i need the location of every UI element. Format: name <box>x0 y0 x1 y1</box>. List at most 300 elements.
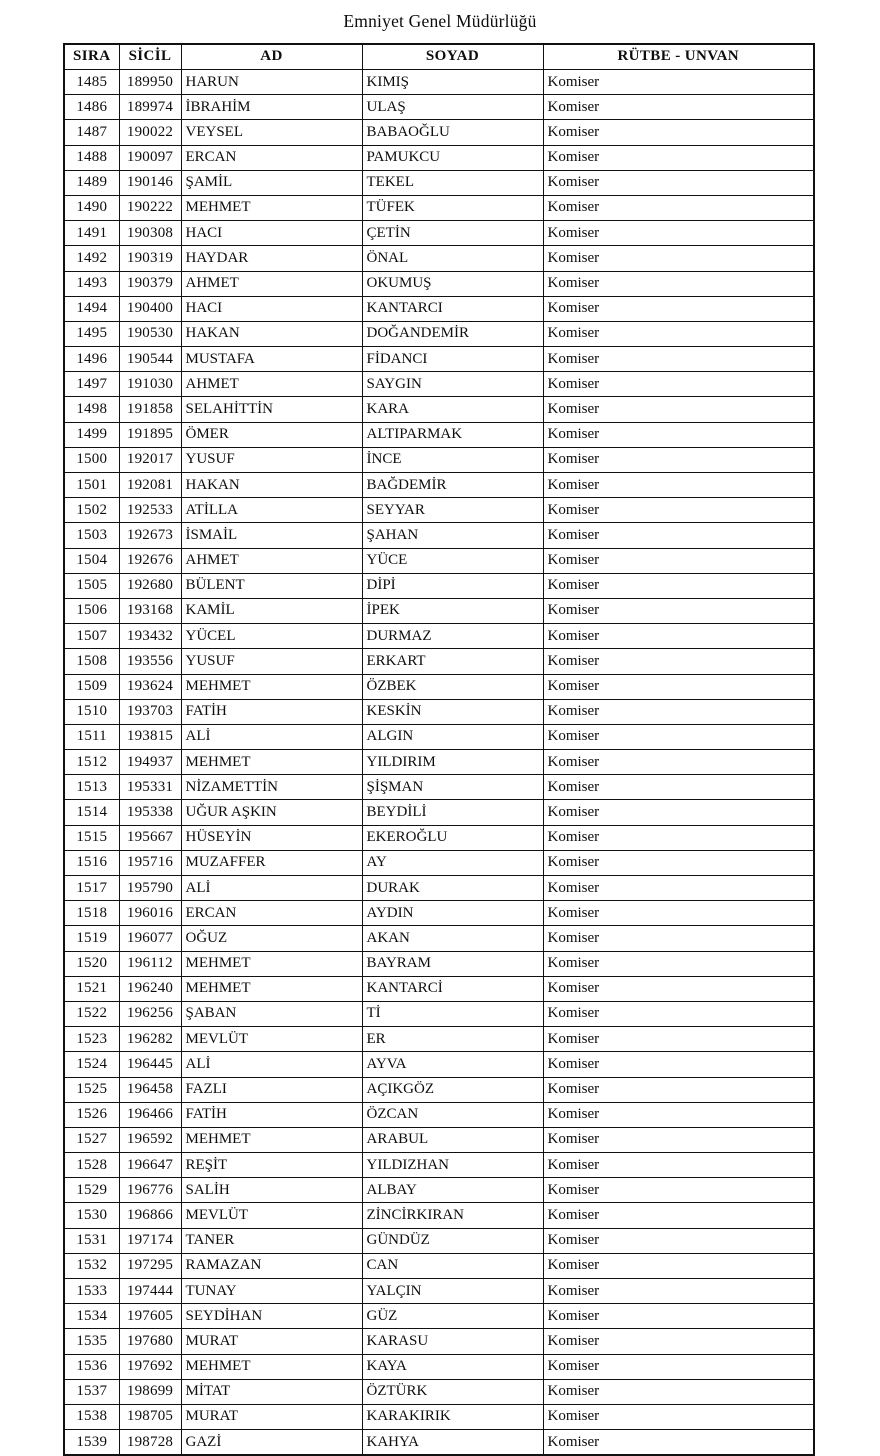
table-row <box>64 573 814 598</box>
cell-soyad: BAĞDEMİR <box>362 473 543 498</box>
roster-table-container <box>63 43 813 1456</box>
cell-sira: 1529 <box>64 1178 119 1203</box>
column-header-rutbe: RÜTBE - UNVAN <box>543 44 814 70</box>
cell-soyad: ZİNCİRKIRAN <box>362 1203 543 1228</box>
cell-sicil: 189974 <box>119 95 181 120</box>
cell-rutbe: Komiser <box>543 951 814 976</box>
cell-rutbe: Komiser <box>543 523 814 548</box>
cell-rutbe: Komiser <box>543 1329 814 1354</box>
cell-rutbe: Komiser <box>543 699 814 724</box>
table-row <box>64 1354 814 1379</box>
cell-rutbe: Komiser <box>543 170 814 195</box>
cell-soyad: AYVA <box>362 1052 543 1077</box>
cell-ad: HARUN <box>181 70 362 95</box>
table-row <box>64 825 814 850</box>
cell-ad: NİZAMETTİN <box>181 775 362 800</box>
cell-soyad: OKUMUŞ <box>362 271 543 296</box>
table-row <box>64 976 814 1001</box>
cell-ad: AHMET <box>181 372 362 397</box>
table-row <box>64 347 814 372</box>
cell-soyad: SAYGIN <box>362 372 543 397</box>
cell-soyad: YILDIRIM <box>362 750 543 775</box>
cell-sicil: 196077 <box>119 926 181 951</box>
table-row <box>64 422 814 447</box>
cell-sicil: 196776 <box>119 1178 181 1203</box>
cell-rutbe: Komiser <box>543 1027 814 1052</box>
cell-sira: 1503 <box>64 523 119 548</box>
cell-sicil: 195790 <box>119 876 181 901</box>
cell-ad: HAKAN <box>181 473 362 498</box>
cell-rutbe: Komiser <box>543 397 814 422</box>
cell-rutbe: Komiser <box>543 800 814 825</box>
cell-sira: 1501 <box>64 473 119 498</box>
table-row <box>64 1102 814 1127</box>
table-row <box>64 447 814 472</box>
table-row <box>64 724 814 749</box>
cell-sicil: 198705 <box>119 1404 181 1429</box>
cell-ad: İSMAİL <box>181 523 362 548</box>
cell-sicil: 191030 <box>119 372 181 397</box>
cell-ad: ÖMER <box>181 422 362 447</box>
cell-sicil: 192017 <box>119 447 181 472</box>
cell-sicil: 189950 <box>119 70 181 95</box>
cell-soyad: KAYA <box>362 1354 543 1379</box>
cell-rutbe: Komiser <box>543 901 814 926</box>
table-row <box>64 1379 814 1404</box>
cell-soyad: KANTARCİ <box>362 976 543 1001</box>
table-row <box>64 1127 814 1152</box>
cell-rutbe: Komiser <box>543 296 814 321</box>
cell-soyad: PAMUKCU <box>362 145 543 170</box>
cell-rutbe: Komiser <box>543 1203 814 1228</box>
cell-ad: SALİH <box>181 1178 362 1203</box>
cell-soyad: KARASU <box>362 1329 543 1354</box>
cell-sira: 1523 <box>64 1027 119 1052</box>
table-row <box>64 699 814 724</box>
cell-soyad: TEKEL <box>362 170 543 195</box>
cell-sira: 1498 <box>64 397 119 422</box>
table-row <box>64 473 814 498</box>
cell-rutbe: Komiser <box>543 372 814 397</box>
cell-sira: 1490 <box>64 195 119 220</box>
table-row <box>64 1153 814 1178</box>
page-title: Emniyet Genel Müdürlüğü <box>343 11 537 31</box>
cell-sira: 1499 <box>64 422 119 447</box>
cell-sira: 1536 <box>64 1354 119 1379</box>
cell-soyad: ŞİŞMAN <box>362 775 543 800</box>
cell-rutbe: Komiser <box>543 1279 814 1304</box>
cell-soyad: ÖZBEK <box>362 674 543 699</box>
cell-sicil: 190400 <box>119 296 181 321</box>
cell-sira: 1532 <box>64 1253 119 1278</box>
cell-soyad: BABAOĞLU <box>362 120 543 145</box>
cell-ad: MİTAT <box>181 1379 362 1404</box>
cell-sira: 1531 <box>64 1228 119 1253</box>
cell-soyad: GÜZ <box>362 1304 543 1329</box>
table-header-row <box>64 44 814 70</box>
cell-sicil: 196647 <box>119 1153 181 1178</box>
cell-sicil: 192680 <box>119 573 181 598</box>
cell-sira: 1489 <box>64 170 119 195</box>
cell-sicil: 197605 <box>119 1304 181 1329</box>
cell-ad: MEHMET <box>181 1127 362 1152</box>
cell-ad: İBRAHİM <box>181 95 362 120</box>
cell-soyad: KAHYA <box>362 1430 543 1456</box>
table-row <box>64 750 814 775</box>
cell-rutbe: Komiser <box>543 70 814 95</box>
cell-sira: 1511 <box>64 724 119 749</box>
cell-soyad: ÖZCAN <box>362 1102 543 1127</box>
cell-ad: MEHMET <box>181 750 362 775</box>
cell-rutbe: Komiser <box>543 1404 814 1429</box>
cell-sicil: 193556 <box>119 649 181 674</box>
cell-ad: AHMET <box>181 548 362 573</box>
cell-soyad: DİPİ <box>362 573 543 598</box>
cell-rutbe: Komiser <box>543 624 814 649</box>
table-row <box>64 70 814 95</box>
cell-rutbe: Komiser <box>543 976 814 1001</box>
cell-rutbe: Komiser <box>543 724 814 749</box>
cell-sira: 1506 <box>64 598 119 623</box>
cell-ad: HACI <box>181 296 362 321</box>
cell-sira: 1496 <box>64 347 119 372</box>
cell-sira: 1494 <box>64 296 119 321</box>
cell-rutbe: Komiser <box>543 926 814 951</box>
cell-rutbe: Komiser <box>543 221 814 246</box>
cell-sicil: 191895 <box>119 422 181 447</box>
table-row <box>64 145 814 170</box>
cell-ad: SEYDİHAN <box>181 1304 362 1329</box>
cell-sira: 1497 <box>64 372 119 397</box>
cell-sicil: 197692 <box>119 1354 181 1379</box>
table-row <box>64 876 814 901</box>
cell-sicil: 196112 <box>119 951 181 976</box>
cell-sira: 1504 <box>64 548 119 573</box>
table-row <box>64 649 814 674</box>
table-row <box>64 775 814 800</box>
cell-soyad: AYDIN <box>362 901 543 926</box>
cell-rutbe: Komiser <box>543 1228 814 1253</box>
cell-sicil: 195331 <box>119 775 181 800</box>
cell-sicil: 196458 <box>119 1077 181 1102</box>
table-row <box>64 1404 814 1429</box>
table-row <box>64 397 814 422</box>
cell-soyad: CAN <box>362 1253 543 1278</box>
cell-sira: 1527 <box>64 1127 119 1152</box>
cell-ad: ERCAN <box>181 901 362 926</box>
cell-sicil: 190097 <box>119 145 181 170</box>
cell-sicil: 193815 <box>119 724 181 749</box>
cell-sicil: 196282 <box>119 1027 181 1052</box>
cell-soyad: KANTARCI <box>362 296 543 321</box>
cell-sira: 1495 <box>64 321 119 346</box>
cell-rutbe: Komiser <box>543 548 814 573</box>
table-row <box>64 1304 814 1329</box>
cell-sira: 1500 <box>64 447 119 472</box>
table-row <box>64 1001 814 1026</box>
cell-sira: 1519 <box>64 926 119 951</box>
table-row <box>64 195 814 220</box>
cell-ad: MURAT <box>181 1329 362 1354</box>
cell-sicil: 192533 <box>119 498 181 523</box>
cell-sicil: 193703 <box>119 699 181 724</box>
cell-rutbe: Komiser <box>543 1153 814 1178</box>
cell-sicil: 190319 <box>119 246 181 271</box>
cell-ad: OĞUZ <box>181 926 362 951</box>
table-row <box>64 1077 814 1102</box>
cell-soyad: ÖZTÜRK <box>362 1379 543 1404</box>
cell-sira: 1526 <box>64 1102 119 1127</box>
cell-rutbe: Komiser <box>543 598 814 623</box>
cell-rutbe: Komiser <box>543 347 814 372</box>
cell-ad: YUSUF <box>181 447 362 472</box>
cell-sira: 1516 <box>64 850 119 875</box>
cell-soyad: ERKART <box>362 649 543 674</box>
table-row <box>64 296 814 321</box>
cell-soyad: GÜNDÜZ <box>362 1228 543 1253</box>
cell-sicil: 193432 <box>119 624 181 649</box>
cell-sira: 1534 <box>64 1304 119 1329</box>
cell-soyad: ER <box>362 1027 543 1052</box>
cell-rutbe: Komiser <box>543 775 814 800</box>
cell-ad: AHMET <box>181 271 362 296</box>
cell-ad: MEHMET <box>181 951 362 976</box>
cell-sira: 1509 <box>64 674 119 699</box>
cell-sicil: 196016 <box>119 901 181 926</box>
cell-rutbe: Komiser <box>543 195 814 220</box>
cell-soyad: BAYRAM <box>362 951 543 976</box>
cell-ad: MUSTAFA <box>181 347 362 372</box>
cell-ad: FAZLI <box>181 1077 362 1102</box>
cell-ad: MEVLÜT <box>181 1027 362 1052</box>
cell-soyad: ÇETİN <box>362 221 543 246</box>
cell-sicil: 198699 <box>119 1379 181 1404</box>
cell-rutbe: Komiser <box>543 1001 814 1026</box>
cell-soyad: AÇIKGÖZ <box>362 1077 543 1102</box>
cell-sicil: 190022 <box>119 120 181 145</box>
cell-rutbe: Komiser <box>543 1178 814 1203</box>
table-row <box>64 598 814 623</box>
table-row <box>64 901 814 926</box>
table-row <box>64 1430 814 1456</box>
cell-soyad: DURMAZ <box>362 624 543 649</box>
cell-sicil: 192081 <box>119 473 181 498</box>
cell-soyad: AY <box>362 850 543 875</box>
cell-ad: FATİH <box>181 1102 362 1127</box>
cell-sicil: 197444 <box>119 1279 181 1304</box>
cell-sira: 1487 <box>64 120 119 145</box>
cell-soyad: DOĞANDEMİR <box>362 321 543 346</box>
cell-sira: 1533 <box>64 1279 119 1304</box>
cell-soyad: TÜFEK <box>362 195 543 220</box>
cell-sicil: 197295 <box>119 1253 181 1278</box>
cell-ad: RAMAZAN <box>181 1253 362 1278</box>
cell-rutbe: Komiser <box>543 1379 814 1404</box>
cell-sira: 1524 <box>64 1052 119 1077</box>
cell-soyad: SEYYAR <box>362 498 543 523</box>
cell-soyad: ALGIN <box>362 724 543 749</box>
cell-sicil: 192676 <box>119 548 181 573</box>
cell-sicil: 197174 <box>119 1228 181 1253</box>
cell-sira: 1486 <box>64 95 119 120</box>
table-row <box>64 850 814 875</box>
table-row <box>64 271 814 296</box>
cell-ad: TUNAY <box>181 1279 362 1304</box>
cell-sicil: 196445 <box>119 1052 181 1077</box>
cell-sira: 1530 <box>64 1203 119 1228</box>
cell-soyad: İNCE <box>362 447 543 472</box>
cell-ad: TANER <box>181 1228 362 1253</box>
cell-ad: ATİLLA <box>181 498 362 523</box>
cell-rutbe: Komiser <box>543 120 814 145</box>
cell-sira: 1492 <box>64 246 119 271</box>
cell-sira: 1488 <box>64 145 119 170</box>
table-row <box>64 221 814 246</box>
cell-soyad: BEYDİLİ <box>362 800 543 825</box>
cell-ad: HACI <box>181 221 362 246</box>
table-row <box>64 246 814 271</box>
cell-ad: ALİ <box>181 724 362 749</box>
cell-rutbe: Komiser <box>543 649 814 674</box>
table-row <box>64 170 814 195</box>
cell-sicil: 192673 <box>119 523 181 548</box>
table-row <box>64 548 814 573</box>
cell-soyad: ALBAY <box>362 1178 543 1203</box>
cell-soyad: ARABUL <box>362 1127 543 1152</box>
cell-sira: 1525 <box>64 1077 119 1102</box>
cell-rutbe: Komiser <box>543 750 814 775</box>
cell-sicil: 195338 <box>119 800 181 825</box>
cell-ad: HAKAN <box>181 321 362 346</box>
cell-rutbe: Komiser <box>543 321 814 346</box>
table-row <box>64 674 814 699</box>
cell-sira: 1485 <box>64 70 119 95</box>
cell-ad: ŞABAN <box>181 1001 362 1026</box>
cell-rutbe: Komiser <box>543 498 814 523</box>
cell-ad: UĞUR AŞKIN <box>181 800 362 825</box>
cell-sicil: 193168 <box>119 598 181 623</box>
cell-ad: MEHMET <box>181 1354 362 1379</box>
cell-ad: HÜSEYİN <box>181 825 362 850</box>
table-body <box>64 70 814 1456</box>
cell-sicil: 196466 <box>119 1102 181 1127</box>
cell-soyad: YILDIZHAN <box>362 1153 543 1178</box>
cell-sicil: 196256 <box>119 1001 181 1026</box>
cell-ad: FATİH <box>181 699 362 724</box>
cell-rutbe: Komiser <box>543 1077 814 1102</box>
cell-sira: 1514 <box>64 800 119 825</box>
cell-ad: MEHMET <box>181 674 362 699</box>
cell-ad: MUZAFFER <box>181 850 362 875</box>
cell-sicil: 190530 <box>119 321 181 346</box>
cell-sira: 1521 <box>64 976 119 1001</box>
column-header-sira: SIRA <box>64 44 119 70</box>
cell-sira: 1491 <box>64 221 119 246</box>
cell-ad: MEVLÜT <box>181 1203 362 1228</box>
table-row <box>64 1329 814 1354</box>
cell-ad: ERCAN <box>181 145 362 170</box>
cell-rutbe: Komiser <box>543 447 814 472</box>
cell-sira: 1505 <box>64 573 119 598</box>
cell-soyad: ALTIPARMAK <box>362 422 543 447</box>
cell-ad: ALİ <box>181 1052 362 1077</box>
cell-rutbe: Komiser <box>543 1052 814 1077</box>
cell-sira: 1538 <box>64 1404 119 1429</box>
cell-soyad: ULAŞ <box>362 95 543 120</box>
cell-sira: 1512 <box>64 750 119 775</box>
table-row <box>64 951 814 976</box>
cell-soyad: YÜCE <box>362 548 543 573</box>
column-header-ad: AD <box>181 44 362 70</box>
cell-soyad: KIMIŞ <box>362 70 543 95</box>
cell-sicil: 193624 <box>119 674 181 699</box>
cell-rutbe: Komiser <box>543 876 814 901</box>
cell-soyad: KARA <box>362 397 543 422</box>
table-header <box>64 44 814 70</box>
cell-rutbe: Komiser <box>543 271 814 296</box>
table-row <box>64 926 814 951</box>
cell-sira: 1528 <box>64 1153 119 1178</box>
cell-sira: 1537 <box>64 1379 119 1404</box>
cell-soyad: AKAN <box>362 926 543 951</box>
table-row <box>64 800 814 825</box>
table-row <box>64 624 814 649</box>
cell-ad: MEHMET <box>181 976 362 1001</box>
cell-sicil: 196592 <box>119 1127 181 1152</box>
cell-sicil: 190379 <box>119 271 181 296</box>
cell-sicil: 190544 <box>119 347 181 372</box>
cell-sicil: 195667 <box>119 825 181 850</box>
table-row <box>64 1027 814 1052</box>
cell-sicil: 196866 <box>119 1203 181 1228</box>
cell-sicil: 197680 <box>119 1329 181 1354</box>
column-header-soyad: SOYAD <box>362 44 543 70</box>
cell-rutbe: Komiser <box>543 674 814 699</box>
table-row <box>64 120 814 145</box>
cell-sicil: 194937 <box>119 750 181 775</box>
cell-sira: 1518 <box>64 901 119 926</box>
cell-rutbe: Komiser <box>543 1102 814 1127</box>
cell-rutbe: Komiser <box>543 1304 814 1329</box>
cell-soyad: KESKİN <box>362 699 543 724</box>
cell-sicil: 190146 <box>119 170 181 195</box>
cell-sira: 1520 <box>64 951 119 976</box>
cell-rutbe: Komiser <box>543 573 814 598</box>
cell-rutbe: Komiser <box>543 850 814 875</box>
cell-soyad: DURAK <box>362 876 543 901</box>
table-row <box>64 1279 814 1304</box>
cell-rutbe: Komiser <box>543 473 814 498</box>
cell-ad: VEYSEL <box>181 120 362 145</box>
cell-sira: 1493 <box>64 271 119 296</box>
cell-ad: MURAT <box>181 1404 362 1429</box>
cell-sicil: 190222 <box>119 195 181 220</box>
cell-rutbe: Komiser <box>543 1253 814 1278</box>
cell-sira: 1508 <box>64 649 119 674</box>
cell-sira: 1535 <box>64 1329 119 1354</box>
cell-rutbe: Komiser <box>543 825 814 850</box>
cell-rutbe: Komiser <box>543 95 814 120</box>
cell-sicil: 190308 <box>119 221 181 246</box>
cell-ad: KAMİL <box>181 598 362 623</box>
table-row <box>64 372 814 397</box>
cell-ad: GAZİ <box>181 1430 362 1456</box>
cell-ad: YUSUF <box>181 649 362 674</box>
cell-ad: YÜCEL <box>181 624 362 649</box>
cell-sicil: 196240 <box>119 976 181 1001</box>
table-row <box>64 95 814 120</box>
table-row <box>64 523 814 548</box>
